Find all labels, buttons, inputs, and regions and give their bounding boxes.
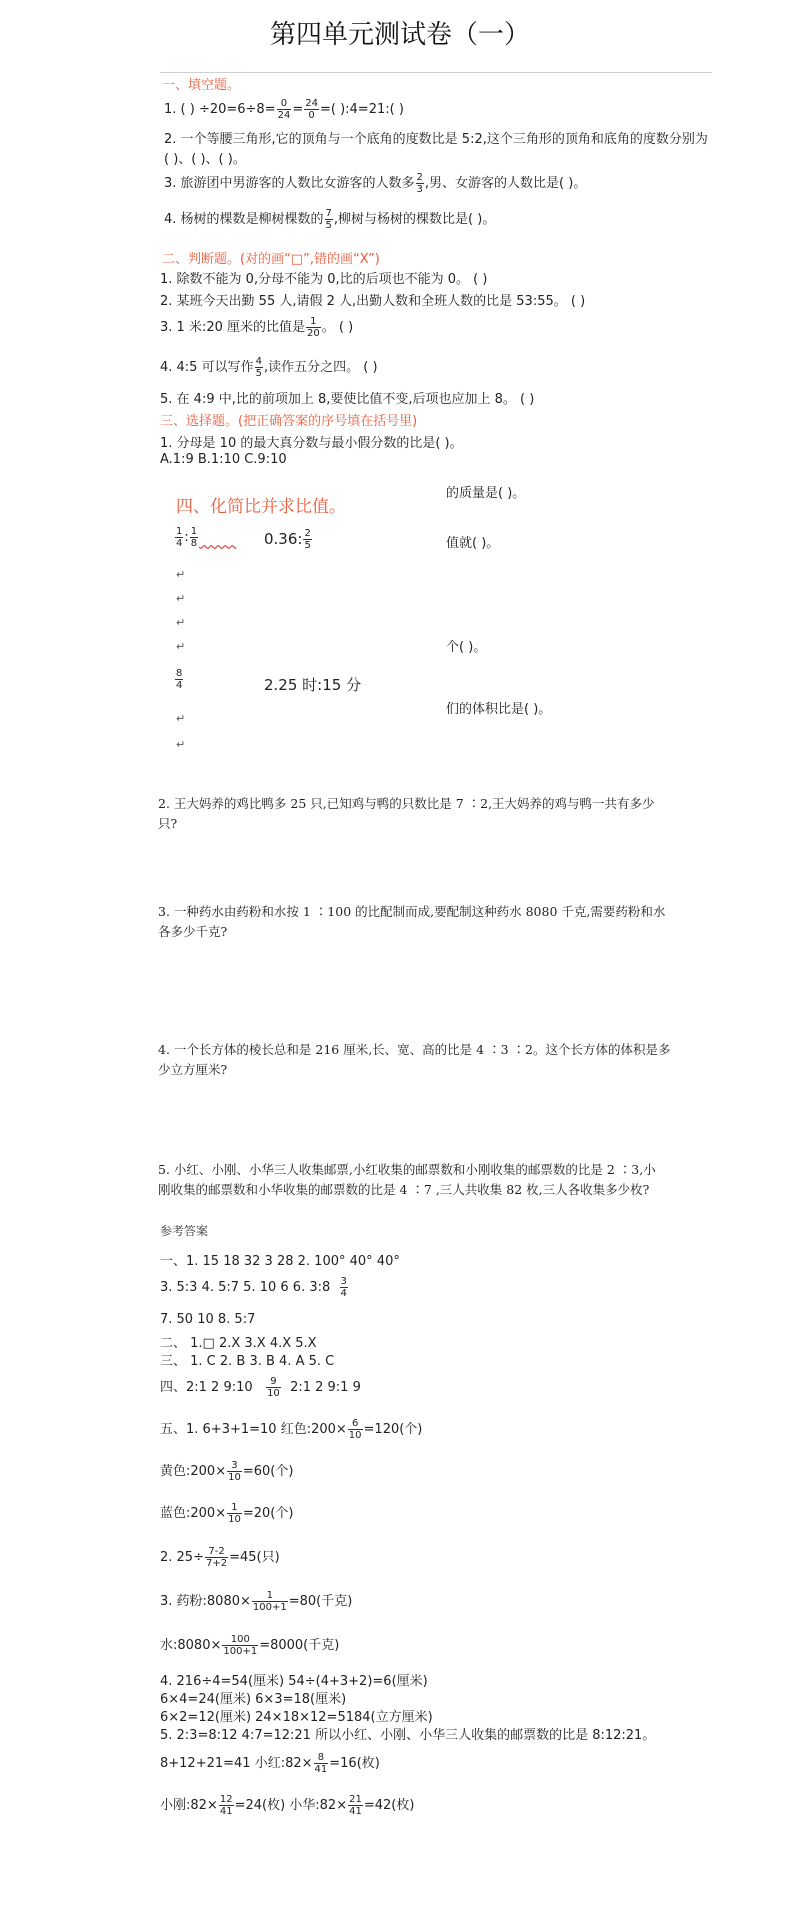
answer-line-18-fraction-1: $\frac{12}{41}$ bbox=[219, 1794, 233, 1817]
fill-q1-fraction-1: $\frac{0}{24}$ bbox=[277, 98, 291, 121]
answer-line-11-fraction: $\frac{1}{100+1}$ bbox=[252, 1590, 287, 1613]
answer-line-2: 3. 5:3 4. 5:7 5. 10 6 6. 3:8 $\frac{3}{4}$ bbox=[160, 1276, 347, 1299]
simplify-item-3-fraction: $\frac{8}{4}$ bbox=[176, 668, 183, 691]
answer-line-9-fraction: $\frac{1}{10}$ bbox=[228, 1502, 241, 1525]
simplify-item-1-fraction-b: $\frac{1}{8}$ bbox=[190, 526, 198, 549]
answer-line-9: 蓝色:200× $\frac{1}{10}$ =20(个) bbox=[160, 1502, 294, 1525]
answer-line-18: 小刚:82× $\frac{12}{41}$ =24(枚) 小华:82× $\frac{21}{41}$ =42(枚) bbox=[160, 1794, 415, 1817]
judge-q4-fraction: $\frac{4}{5}$ bbox=[255, 356, 262, 379]
paragraph-mark: ↵ bbox=[176, 616, 186, 629]
simplify-item-4: 2.25 时:15 分 bbox=[264, 676, 362, 694]
answer-line-17: 8+12+21=41 小红:82× $\frac{8}{41}$ =16(枚) bbox=[160, 1752, 380, 1775]
answer-line-7-fraction: $\frac{6}{10}$ bbox=[348, 1418, 362, 1441]
title-divider bbox=[160, 72, 712, 73]
section-3-heading: 三、选择题。(把正确答案的序号填在括号里) bbox=[160, 414, 418, 429]
fill-q3-fraction: $\frac{2}{3}$ bbox=[416, 172, 423, 195]
paragraph-mark: ↵ bbox=[176, 568, 186, 581]
fill-q1-text-b: =( ):4=21:( ) bbox=[319, 102, 404, 117]
fill-q4-fraction: $\frac{7}{5}$ bbox=[325, 208, 332, 231]
fill-q3: 3. 旅游团中男游客的人数比女游客的人数多 $\frac{2}{3}$ ,男、女游客的人数比是( )。 bbox=[164, 172, 587, 195]
answer-line-5: 三、 1. C 2. B 3. B 4. A 5. C bbox=[160, 1354, 335, 1369]
answer-line-7: 五、1. 6+3+1=10 红色:200× $\frac{6}{10}$ =120(个) bbox=[160, 1418, 423, 1441]
fill-q1: 1. ( ) ÷20=6÷8= $\frac{0}{24}$ = $\frac{24}{0}$ =( ):4=21:( ) bbox=[164, 98, 404, 121]
choice-q3-tail: 值就( )。 bbox=[446, 536, 500, 551]
fill-q2-line2: ( )、( )、( )。 bbox=[164, 152, 246, 167]
choice-q1-options: A.1:9 B.1:10 C.9:10 bbox=[160, 452, 287, 467]
paragraph-mark: ↵ bbox=[176, 592, 186, 605]
paragraph-mark: ↵ bbox=[176, 712, 186, 725]
judge-q2: 2. 某班今天出勤 55 人,请假 2 人,出勤人数和全班人数的比是 53:55。 ( ) bbox=[160, 294, 586, 309]
simplify-item-2-fraction: $\frac{2}{5}$ bbox=[304, 528, 311, 551]
answer-line-18-fraction-2: $\frac{21}{41}$ bbox=[349, 1794, 362, 1817]
simplify-item-2: 0.36: $\frac{2}{5}$ bbox=[264, 528, 311, 551]
answer-line-12: 水:8080× $\frac{100}{100+1}$ =8000(千克) bbox=[160, 1634, 340, 1657]
answer-line-16: 5. 2:3=8:12 4:7=12:21 所以小红、小刚、小华三人收集的邮票数的比是 8:12:21。 bbox=[160, 1728, 656, 1743]
choice-q5-tail: 们的体积比是( )。 bbox=[446, 702, 552, 717]
problem-2: 2. 王大妈养的鸡比鸭多 25 只,已知鸡与鸭的只数比是 7 ∶2,王大妈养的鸡与鸭一共有多少 只? bbox=[158, 796, 655, 831]
answer-line-10-fraction: $\frac{7-2}{7+2}$ bbox=[205, 1546, 228, 1569]
section-4-heading: 四、化简比并求比值。 bbox=[176, 497, 346, 517]
section-2-heading: 二、判断题。(对的画“□”,错的画“X”) bbox=[162, 252, 380, 267]
fill-q1-text-a: 1. ( ) ÷20=6÷8= bbox=[164, 102, 276, 117]
choice-q1: 1. 分母是 10 的最大真分数与最小假分数的比是( )。 bbox=[160, 436, 463, 451]
answer-line-1: 一、1. 15 18 32 3 28 2. 100° 40° 40° bbox=[160, 1254, 400, 1269]
judge-q1: 1. 除数不能为 0,分母不能为 0,比的后项也不能为 0。 ( ) bbox=[160, 272, 488, 287]
answers-heading: 参考答案 bbox=[160, 1224, 209, 1238]
answer-line-8-fraction: $\frac{3}{10}$ bbox=[228, 1460, 241, 1483]
simplify-item-1-fraction-a: $\frac{1}{4}$ bbox=[176, 526, 183, 549]
fill-q4: 4. 杨树的棵数是柳树棵数的 $\frac{7}{5}$ ,柳树与杨树的棵数比是( )。 bbox=[164, 208, 496, 231]
problem-3: 3. 一种药水由药粉和水按 1 ∶100 的比配制而成,要配制这种药水 8080 千克,需要药粉和水 各多少千克? bbox=[158, 904, 666, 939]
judge-q4: 4. 4:5 可以写作 $\frac{4}{5}$ ,读作五分之四。 ( ) bbox=[160, 356, 378, 379]
answer-line-6: 四、2:1 2 9:10 $\frac{9}{10}$ 2:1 2 9:1 9 bbox=[160, 1376, 361, 1399]
judge-q3-fraction: $\frac{1}{20}$ bbox=[307, 316, 320, 339]
choice-q2-tail: 的质量是( )。 bbox=[446, 486, 526, 501]
choice-q4-tail: 个( )。 bbox=[446, 640, 487, 655]
simplify-item-3 bbox=[174, 668, 184, 691]
simplify-item-1: $\frac{1}{4}$ : $\frac{1}{8}$ bbox=[176, 526, 198, 549]
answer-line-14: 6×4=24(厘米) 6×3=18(厘米) bbox=[160, 1692, 347, 1707]
paragraph-mark: ↵ bbox=[176, 738, 186, 751]
answer-line-10: 2. 25÷ $\frac{7-2}{7+2}$ =45(只) bbox=[160, 1546, 280, 1569]
answer-line-2-fraction: $\frac{3}{4}$ bbox=[340, 1276, 347, 1299]
answer-line-15: 6×2=12(厘米) 24×18×12=5184(立方厘米) bbox=[160, 1710, 433, 1725]
answer-line-8: 黄色:200× $\frac{3}{10}$ =60(个) bbox=[160, 1460, 294, 1483]
fill-q2-line1: 2. 一个等腰三角形,它的顶角与一个底角的度数比是 5:2,这个三角形的顶角和底角的度数分别为 bbox=[164, 132, 708, 147]
answer-line-11: 3. 药粉:8080× $\frac{1}{100+1}$ =80(千克) bbox=[160, 1590, 353, 1613]
page-title: 第四单元测试卷（一） bbox=[269, 20, 530, 50]
answer-line-3: 7. 50 10 8. 5:7 bbox=[160, 1312, 256, 1327]
answer-line-17-fraction: $\frac{8}{41}$ bbox=[314, 1752, 328, 1775]
answer-line-6-fraction: $\frac{9}{10}$ bbox=[267, 1376, 280, 1399]
fill-q1-fraction-2: $\frac{24}{0}$ bbox=[305, 98, 318, 121]
judge-q5: 5. 在 4:9 中,比的前项加上 8,要使比值不变,后项也应加上 8。 ( ) bbox=[160, 392, 535, 407]
paragraph-mark: ↵ bbox=[176, 640, 186, 653]
answer-line-12-fraction: $\frac{100}{100+1}$ bbox=[223, 1634, 258, 1657]
problem-5: 5. 小红、小刚、小华三人收集邮票,小红收集的邮票数和小刚收集的邮票数的比是 2 ∶3,小 刚收集的邮票数和小华收集的邮票数的比是 4 ∶7 ,三人共收集 82 枚,三人各收集多少枚? bbox=[158, 1162, 656, 1197]
section-1-heading: 一、填空题。 bbox=[162, 78, 241, 93]
answer-line-13: 4. 216÷4=54(厘米) 54÷(4+3+2)=6(厘米) bbox=[160, 1674, 428, 1689]
problem-4: 4. 一个长方体的棱长总和是 216 厘米,长、宽、高的比是 4 ∶3 ∶2。这个长方体的体积是多 少立方厘米? bbox=[158, 1042, 671, 1077]
judge-q3: 3. 1 米:20 厘米的比值是 $\frac{1}{20}$ 。 ( ) bbox=[160, 316, 354, 339]
answer-line-4: 二、 1.□ 2.X 3.X 4.X 5.X bbox=[160, 1336, 317, 1351]
section-4-overlay bbox=[160, 482, 440, 764]
